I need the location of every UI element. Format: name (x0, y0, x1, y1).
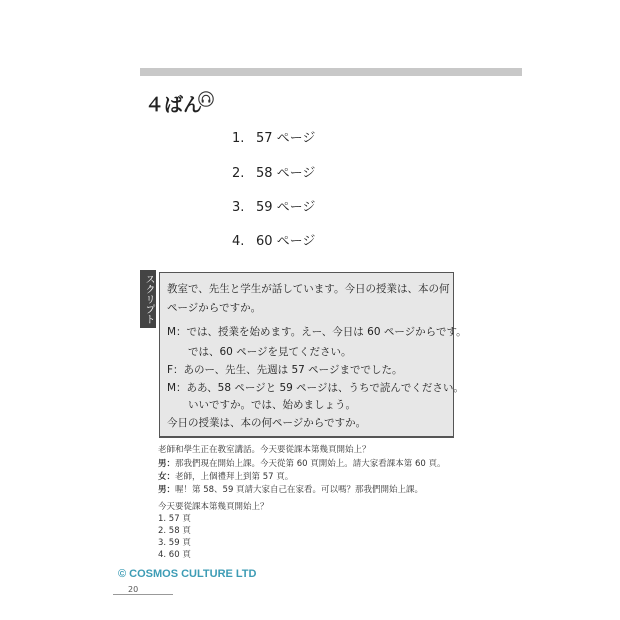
speaker-label: 男： (158, 485, 176, 495)
choice-number: 3. (232, 200, 245, 215)
script-line: いいですか。では、始めましょう。 (167, 399, 356, 411)
dialog-text: 老師，上個禮拜上到第 57 頁。 (175, 472, 294, 482)
choice-text: 58 ページ (256, 166, 316, 181)
choice-2[interactable] (232, 162, 315, 181)
script-line: 今日の授業は、本の何ページからですか。 (167, 417, 367, 429)
page-number: 20 (128, 585, 139, 594)
choice-number: 1. (232, 131, 245, 146)
choice-1[interactable] (232, 127, 315, 146)
script-tab-label: スクリプト (140, 270, 156, 328)
dialog-text: 那我們現在開始上課。今天從第 60 頁開始上。請大家看課本第 60 頁。 (175, 459, 446, 469)
translation-question: 今天要從課本第幾頁開始上？ (158, 502, 269, 512)
script-box (159, 272, 467, 438)
script-line: M：では、授業を始めます。えー、今日は 60 ページからです。 (167, 326, 467, 338)
choice-3[interactable] (232, 196, 315, 215)
translation-line (158, 457, 445, 469)
script-line: ページからですか。 (167, 302, 262, 314)
question-title: ４ばん (145, 94, 203, 116)
translation-option: 4. 60 頁 (158, 550, 191, 560)
copyright-watermark: © COSMOS CULTURE LTD (118, 568, 257, 580)
choice-number: 2. (232, 166, 245, 181)
translation-intro: 老師和學生正在教室講話。今天要從課本第幾頁開始上？ (158, 445, 371, 455)
headphones-icon[interactable] (198, 91, 214, 107)
page-number-rule (113, 594, 173, 595)
choice-text: 60 ページ (256, 234, 316, 249)
translation-option: 2. 58 頁 (158, 526, 191, 536)
translation-option: 1. 57 頁 (158, 514, 191, 524)
script-line: 教室で、先生と学生が話しています。今日の授業は、本の何 (167, 283, 450, 295)
choice-4[interactable] (232, 230, 315, 249)
translation-line (158, 470, 293, 482)
dialog-text: 喔！第 58、59 頁請大家自己在家看。可以嗎？那我們開始上課。 (175, 485, 424, 495)
speaker-label: 男： (158, 459, 176, 469)
section-header-bar (140, 68, 522, 76)
translation-option: 3. 59 頁 (158, 538, 191, 548)
speaker-label: 女： (158, 472, 176, 482)
choice-number: 4. (232, 234, 245, 249)
choice-text: 57 ページ (256, 131, 316, 146)
script-line: では、60 ページを見てください。 (167, 346, 352, 358)
translation-line (158, 483, 423, 495)
script-line: F：あのー、先生、先週は 57 ページまででした。 (167, 364, 403, 376)
choice-text: 59 ページ (256, 200, 316, 215)
script-line: M：ああ、58 ページと 59 ページは、うちで読んでください。 (167, 382, 464, 394)
